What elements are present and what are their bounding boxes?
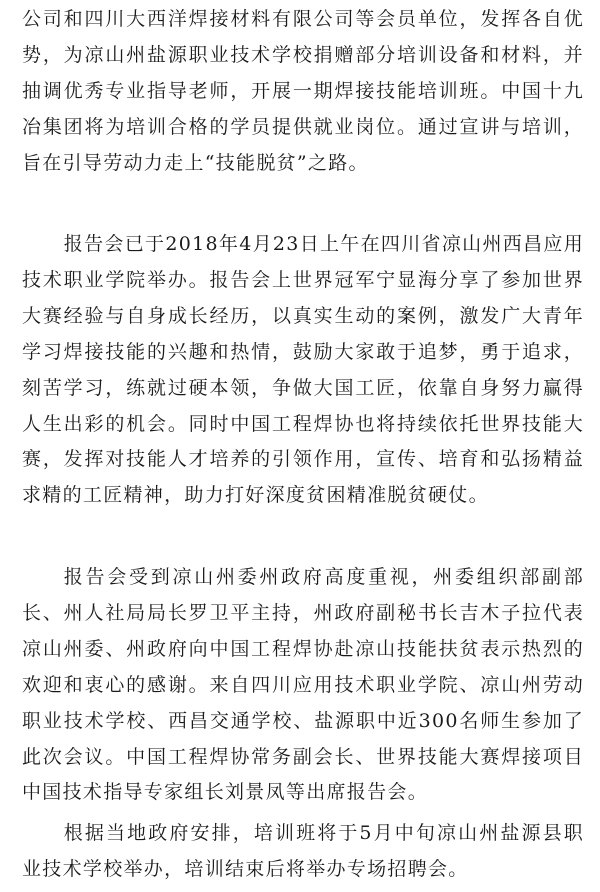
paragraph-report-meeting: 报告会已于2018年4月23日上午在四川省凉山州西昌应用技术职业学院举办。报告会上世界冠军宁显海分享了参加世界大赛经验与自身成长经历，以真实生动的案例，激发广大青年学习焊接技能的兴趣和热情，鼓励大家敢于追梦，勇于追求，刻苦学习，练就过硬本领，争做大国工匠，依靠自身努力赢得人生出彩的机会。同时中国工程焊协也将持续依托世界技能大赛，发挥对技能人才培养的引领作用，宣传、培育和弘扬精益求精的工匠精神，助力打好深度贫困精准脱贫硬仗。 bbox=[22, 233, 584, 507]
paragraph-training-donation: 公司和四川大西洋焊接材料有限公司等会员单位，发挥各自优势，为凉山州盐源职业技术学校捐赠部分培训设备和材料，并抽调优秀专业指导老师，开展一期焊接技能培训班。中国十九冶集团将为培训合格的学员提供就业岗位。通过宣讲与培训，旨在引导劳动力走上“技能脱贫”之路。 bbox=[22, 8, 584, 174]
paragraph-government-attention: 报告会受到凉山州委州政府高度重视，州委组织部副部长、州人社局局长罗卫平主持，州政府副秘书长吉木子拉代表凉山州委、州政府向中国工程焊协赴凉山技能扶贫表示热烈的欢迎和衷心的感谢。来自四川应用技术职业学院、凉山州劳动职业技术学校、西昌交通学校、盐源职中近300名师生参加了此次会议。中国工程焊协常务副会长、世界技能大赛焊接项目中国技术指导专家组长刘景凤等出席报告会。 bbox=[22, 566, 584, 804]
paragraph-training-schedule: 根据当地政府安排，培训班将于5月中旬凉山州盐源县职业技术学校举办，培训结束后将举办专场招聘会。 bbox=[22, 822, 584, 880]
